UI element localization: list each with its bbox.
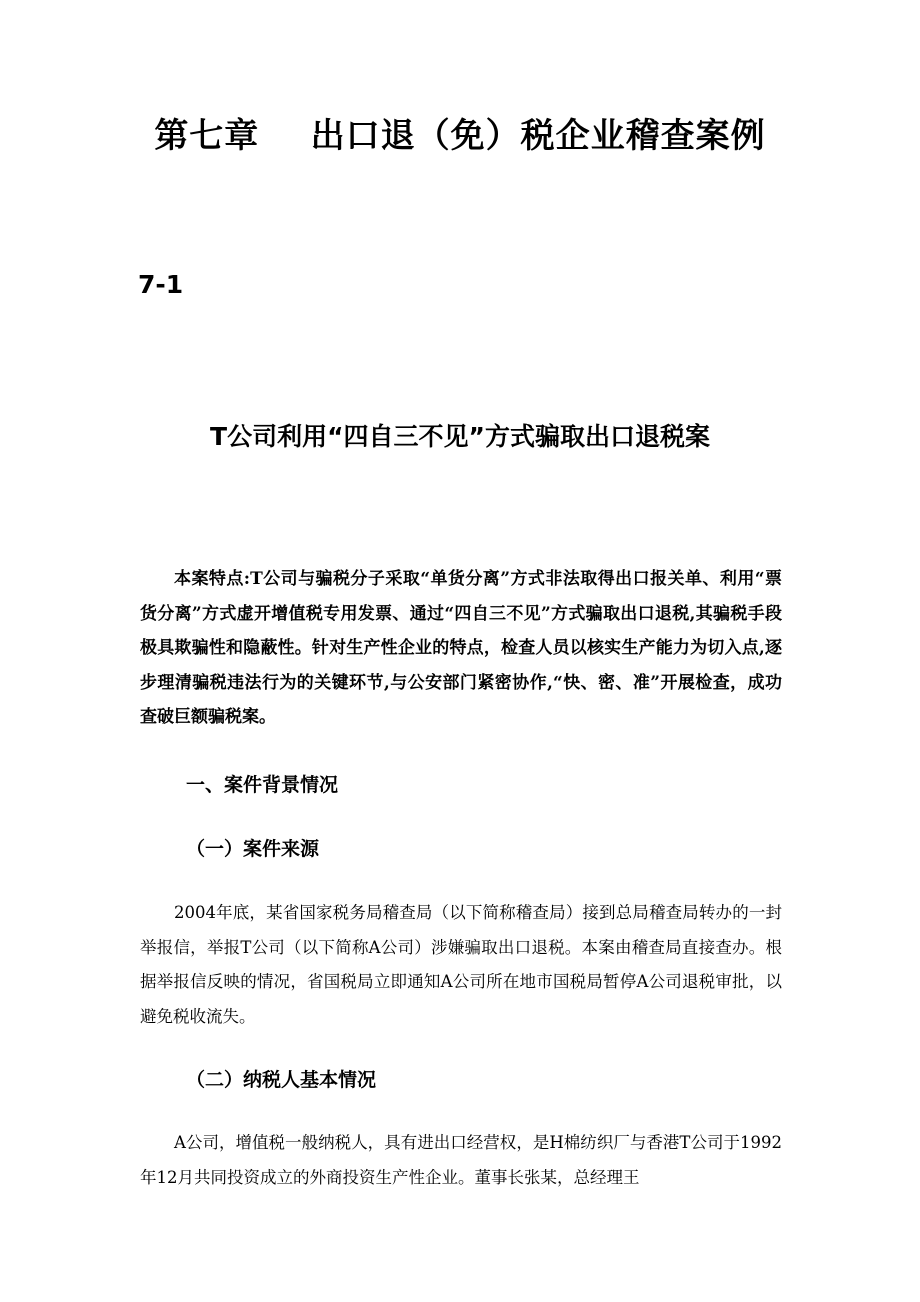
paragraph-case-source: 2004年底，某省国家税务局稽查局（以下简称稽查局）接到总局稽查局转办的一封举报信，举报T公司（以下简称A公司）涉嫌骗取出口退税。本案由稽查局直接查办。根据举报信反映的情况，省国税局立即通知A公司所在地市国税局暂停A公司退税审批，以避免税收流失。 — [140, 903, 782, 1026]
section-number: 7-1 — [138, 270, 184, 299]
case-summary: 本案特点:T公司与骗税分子采取“单货分离”方式非法取得出口报关单、利用“票货分离”方式虚开增值税专用发票、通过“四自三不见”方式骗取出口退税,其骗税手段极具欺骗性和隐蔽性。针对生产性企业的特点，检查人员以核实生产能力为切入点,逐步理清骗税违法行为的关键环节,与公安部门紧密协作,“快、密、准”开展检查，成功查破巨额骗税案。 — [140, 569, 782, 727]
heading-taxpayer-info: （二）纳税人基本情况 — [186, 1069, 377, 1091]
chapter-title: 第七章 出口退（免）税企业稽查案例 — [154, 116, 766, 156]
case-title: T公司利用“四自三不见”方式骗取出口退税案 — [210, 422, 710, 451]
paragraph-taxpayer-info: A公司，增值税一般纳税人，具有进出口经营权，是H棉纺织厂与香港T公司于1992年12月共同投资成立的外商投资生产性企业。董事长张某，总经理王 — [140, 1133, 782, 1187]
heading-background: 一、案件背景情况 — [186, 774, 339, 796]
heading-case-source: （一）案件来源 — [186, 838, 320, 860]
